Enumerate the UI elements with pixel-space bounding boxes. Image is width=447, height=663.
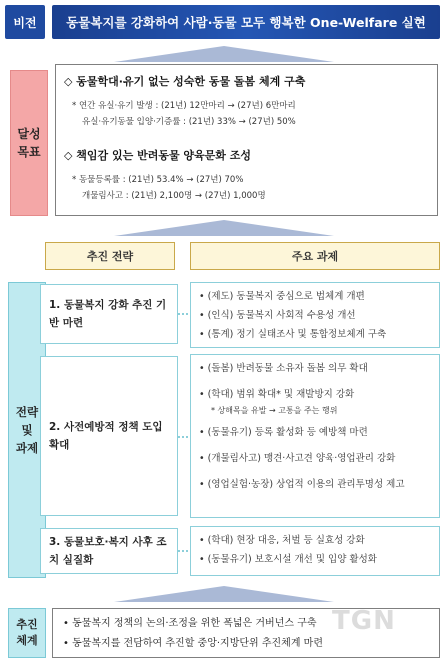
tasks-header: 주요 과제 (190, 242, 440, 270)
task-item: • (학대) 현장 대응, 처벌 등 실효성 강화 (199, 535, 365, 546)
task-item: • (영업실험·농장) 상업적 이용의 관리투명성 제고 (199, 479, 405, 490)
strategy-section-label-text: 전략 및 과제 (15, 405, 39, 455)
goal-heading-2: ◇ 책임감 있는 반려동물 양육문화 조성 (64, 149, 251, 162)
arrow-up-icon (114, 220, 334, 236)
strategy-3-tasks (190, 526, 440, 576)
task-item: • (통계) 정기 실태조사 및 통합정보체계 구축 (199, 329, 387, 340)
strategy-2-title: 2. 사전예방적 정책 도입 확대 (49, 421, 163, 451)
arrow-up-icon (114, 586, 334, 602)
system-item: • 동물복지 정책의 논의·조정을 위한 폭넓은 거버넌스 구축 (63, 618, 317, 629)
task-item: • (인식) 동물복지 사회적 수용성 개선 (199, 310, 356, 321)
arrow-up-icon (114, 46, 334, 62)
vision-label: 비전 (5, 5, 45, 39)
watermark-logo: TGN (332, 606, 396, 636)
goal-detail: * 연간 유실·유기 발생 : (21년) 12만마리 → (27년) 6만마리 (72, 101, 296, 111)
task-item: • (개물림사고) 맹견·사고견 양육·영업관리 강화 (199, 453, 396, 464)
strategy-3 (40, 528, 178, 574)
strategy-2 (40, 356, 178, 516)
strategy-1-title: 1. 동물복지 강화 추진 기반 마련 (49, 299, 167, 329)
system-label (8, 608, 46, 658)
goals-label (10, 70, 48, 216)
goals-label-text: 달성 목표 (17, 127, 41, 159)
strategy-3-title: 3. 동물보호·복지 사후 조치 실질화 (49, 536, 167, 566)
strategy-2-tasks (190, 354, 440, 518)
goal-detail: * 동물등록률 : (21년) 53.4% → (27년) 70% (72, 175, 244, 185)
task-item: • (동물유기) 보호시설 개선 및 입양 활성화 (199, 554, 377, 565)
strategy-1-tasks (190, 282, 440, 348)
goal-detail: 개물림사고 : (21년) 2,100명 → (27년) 1,000명 (82, 191, 266, 201)
vision-text: 동물복지를 강화하여 사람·동물 모두 행복한 One-Welfare 실현 (52, 5, 440, 39)
task-item: • (제도) 동물복지 중심으로 법체계 개편 (199, 291, 365, 302)
task-item: • (돌봄) 반려동물 소유자 돌봄 의무 확대 (199, 363, 368, 374)
task-item: • (동물유기) 등록 활성화 등 예방책 마련 (199, 427, 368, 438)
strategy-1 (40, 284, 178, 344)
goals-box (55, 64, 438, 216)
system-item: • 동물복지를 전담하여 추진할 중앙·지방단위 추진체계 마련 (63, 638, 323, 649)
goal-heading-1: ◇ 동물학대·유기 없는 성숙한 동물 돌봄 체계 구축 (64, 75, 306, 88)
goal-detail: 유실·유기동물 입양·기증률 : (21년) 33% → (27년) 50% (82, 117, 296, 127)
strategy-header: 추진 전략 (45, 242, 175, 270)
task-item: • (학대) 범위 확대* 및 재발방지 강화 (199, 389, 355, 400)
task-note: * 상해목을 유발 → 고통을 주는 행위 (211, 406, 338, 415)
system-label-text: 추진 체계 (16, 618, 38, 647)
